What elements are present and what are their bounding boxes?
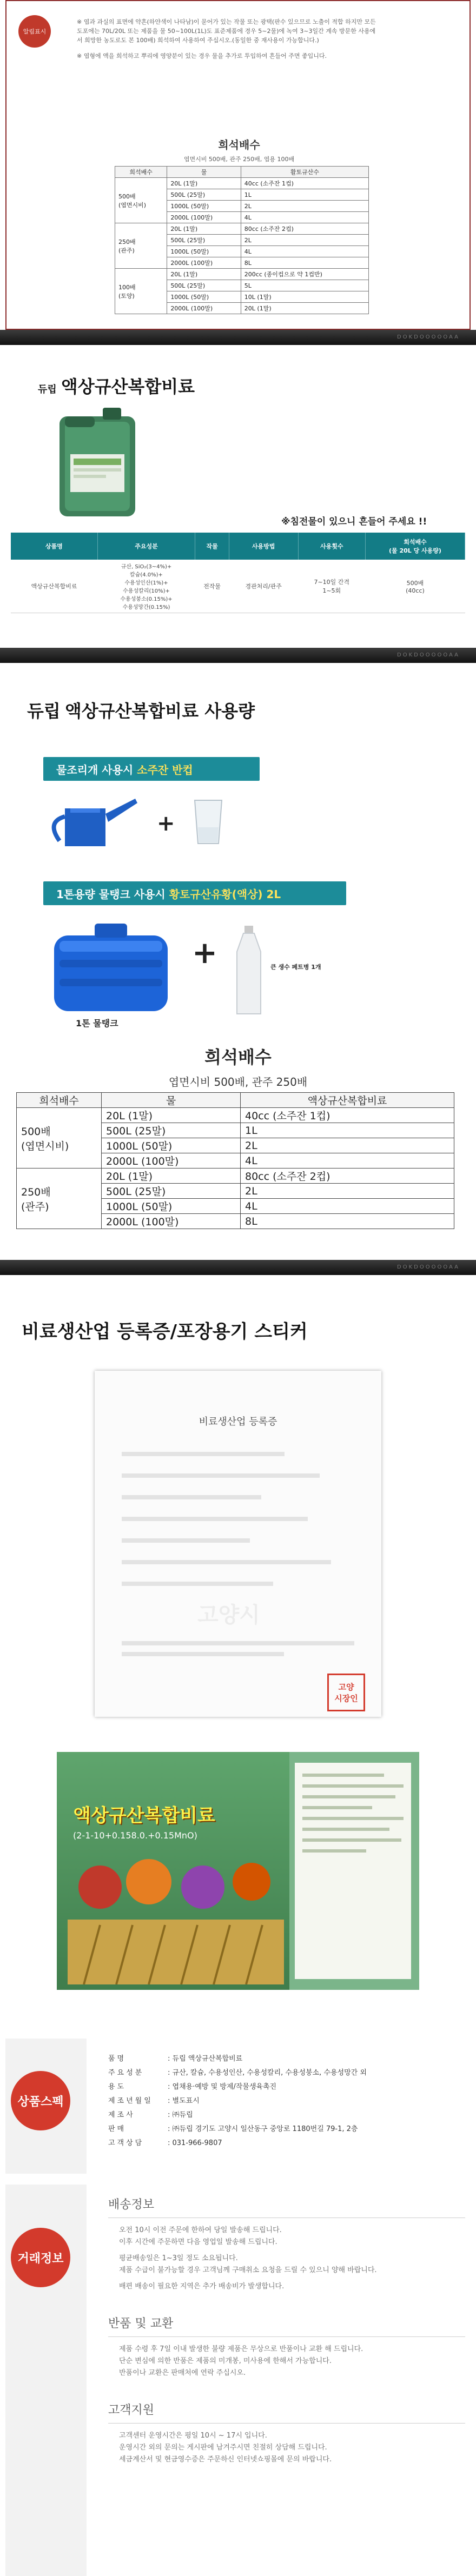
watering-can-image [43, 792, 141, 852]
sticker-label [57, 1752, 419, 1990]
group-label-line: 500배 [21, 1125, 51, 1138]
water-tank-bar [43, 881, 346, 905]
shipping-title: 배송정보 [108, 2198, 155, 2212]
water-tank-image [49, 919, 173, 1017]
table-header: 희석배수 (물 20L 당 사용량) [365, 533, 465, 560]
trade-label: 거래정보 [11, 2228, 70, 2287]
spec-key: 주요성분 [108, 2069, 144, 2077]
plus-icon: + [192, 935, 217, 971]
pet-bottle-image [233, 925, 265, 1017]
spec-value: 엽채용·예방 및 방제/작물생육촉진 [172, 2083, 277, 2091]
certificate-seal: 고양 시장인 [327, 1674, 365, 1711]
table-cell: 1L [241, 189, 368, 201]
usage-title-text: 액상규산복합비료 사용량 [64, 701, 255, 721]
table-cell: 2000L (100말) [167, 212, 241, 223]
table-cell: 2000L (100말) [167, 303, 241, 314]
table-cell: 20L (1말) [167, 269, 241, 280]
product-spec-table [11, 533, 465, 613]
spec-value: 031-966-9807 [172, 2139, 222, 2147]
notice-subtitle: 엽면시비 500배, 관주 250배, 엽용 100배 [183, 156, 295, 163]
notice-section [0, 0, 476, 346]
cs-line: 고객센터 운영시간은 평일 10시 ~ 17시 입니다. [119, 2432, 267, 2440]
table-cell: 1000L (50말) [167, 201, 241, 212]
table-header: 물 [167, 167, 241, 178]
certificate-watermark: 고양시 [197, 1603, 260, 1628]
table-cell: 20L (1말) [241, 303, 368, 314]
return-info [108, 2343, 465, 2379]
bar-accent: 소주잔 반컵 [137, 763, 193, 776]
spec-row: 주요성분 : 규산, 칼슘, 수용성인산, 수용성칼리, 수용성붕소, 수용성망간 외 [108, 2066, 367, 2080]
certificate-fields [122, 1452, 354, 1603]
group-label-line: 250배 [21, 1186, 51, 1198]
table-header: 활토규산수 [241, 167, 368, 178]
group-label: 100배 (토양) [115, 269, 167, 314]
plus-icon: + [157, 811, 175, 836]
group-label: 250배 (관주) [115, 223, 167, 269]
shipping-info [108, 2225, 465, 2293]
shipping-line: 평균배송일은 1~3일 정도 소요됩니다. [119, 2254, 238, 2262]
table-cell: 1000L (50말) [102, 1138, 241, 1153]
table-cell: 1000L (50말) [167, 291, 241, 303]
table-header: 물 [102, 1093, 241, 1108]
spec-row: 용도 : 엽채용·예방 및 방제/작물생육촉진 [108, 2080, 367, 2094]
spec-value: ㈜듀립 경기도 고양시 일산동구 중앙로 1180번길 79-1, 2층 [172, 2125, 358, 2133]
bar-accent: 황토규산유황(액상) 2L [169, 887, 281, 901]
bottle-label: 큰 생수 페트병 1개 [270, 964, 321, 971]
return-line: 반품이나 교환은 판매처에 연락 주십시오. [119, 2369, 246, 2377]
brand-prefix: 듀립 [38, 384, 57, 395]
spec-key: 제조년월일 [108, 2097, 153, 2105]
table-cell: 500배 (40cc) [365, 560, 465, 613]
registration-section [0, 1276, 476, 2039]
table-cell: 500L (25말) [167, 235, 241, 246]
table-cell: 40cc (소주잔 1컵) [241, 1108, 454, 1123]
product-section [0, 346, 476, 665]
table-cell: 4L [241, 1153, 454, 1169]
notice-title: 희석배수 [218, 138, 260, 151]
divider-bar: DOKDOOOOOAA [0, 648, 476, 663]
table-cell: 4L [241, 1199, 454, 1214]
table-cell: 7~10일 간격 1~5회 [298, 560, 365, 613]
table-cell: 40cc (소주잔 1컵) [241, 178, 368, 189]
divider-bar: DOKDOOOOOAA [0, 1260, 476, 1275]
table-cell: 500L (25말) [102, 1123, 241, 1138]
table-cell: 500L (25말) [167, 189, 241, 201]
table-cell: 20L (1말) [102, 1169, 241, 1184]
shipping-line: 이후 시간에 주문하면 다음 영업일 발송해 드립니다. [119, 2238, 277, 2246]
table-cell: 1000L (50말) [102, 1199, 241, 1214]
group-label-line: (관주) [21, 1200, 49, 1213]
spec-label: 상품스펙 [11, 2071, 70, 2130]
spec-key: 용도 [108, 2083, 127, 2091]
table-header: 사용횟수 [298, 533, 365, 560]
table-cell: 4L [241, 246, 368, 257]
table-cell: 1000L (50말) [167, 246, 241, 257]
table-cell: 규산, SiO₂(3~4%)+ 칼슘(4.0%)+ 수용성인산(1%)+ 수용성칼리(10%)+ 수용성붕소(0.15%)+ 수용성망간(0.15%) [97, 560, 195, 613]
tank-label: 1톤 물탱크 [76, 1018, 118, 1028]
spec-row: 제조사 : ㈜듀립 [108, 2108, 367, 2122]
certificate-document [95, 1371, 381, 1717]
cs-line: 세금계산서 및 현금영수증은 주문하신 인터넷쇼핑몰에 문의 바랍니다. [119, 2455, 332, 2464]
divider-bar: DOKDOOOOOAA [0, 330, 476, 345]
table-header: 상품명 [11, 533, 97, 560]
shot-glass-image [189, 795, 227, 849]
table-header: 작물 [195, 533, 229, 560]
spec-value: 별도표시 [172, 2097, 200, 2105]
dilution-table [16, 1092, 454, 1229]
shipping-line: 오전 10시 이전 주문에 한하여 당일 발송해 드립니다. [119, 2226, 282, 2234]
certificate-line [122, 1641, 354, 1645]
table-cell: 8L [241, 1214, 454, 1229]
table-cell: 80cc (소주잔 2컵) [241, 223, 368, 235]
notice-dilution-table [115, 166, 369, 314]
sticker-produce-image [68, 1849, 284, 1984]
table-header: 주요성분 [97, 533, 195, 560]
group-label [17, 1169, 102, 1229]
table-cell: 5L [241, 280, 368, 291]
notice-notes [77, 17, 380, 67]
spec-row: 품명 : 듀립 액상규산복합비료 [108, 2052, 367, 2066]
table-cell: 1L [241, 1123, 454, 1138]
table-cell: 20L (1말) [167, 178, 241, 189]
group-label: 500배 (엽면시비) [115, 178, 167, 223]
table-cell: 2000L (100말) [167, 257, 241, 269]
table-cell: 액상규산복합비료 [11, 560, 97, 613]
registration-title: 비료생산업 등록증/포장용기 스티커 [22, 1321, 308, 1343]
table-header: 희석배수 [17, 1093, 102, 1108]
cs-line: 운영시간 외의 문의는 게시판에 남겨주시면 친절히 상담해 드립니다. [119, 2444, 327, 2452]
sticker-product-name: 액상규산복합비료 [73, 1805, 215, 1827]
certificate-line [122, 1652, 284, 1656]
table-cell: 500L (25말) [102, 1184, 241, 1199]
table-cell: 200cc (종이컵으로 약 1컵반) [241, 269, 368, 280]
trade-content [108, 2195, 465, 2466]
table-cell: 2000L (100말) [102, 1153, 241, 1169]
sticker-back [295, 1763, 411, 1979]
watering-can-bar [43, 757, 260, 781]
shake-note: ※침전물이 있으니 흔들어 주세요 !! [281, 516, 427, 527]
notice-badge: 알림표시 [18, 15, 51, 48]
group-label [17, 1108, 102, 1169]
return-line: 제품 수령 후 7일 이내 발생한 불량 제품은 무상으로 반품이나 교환 해 드립니다. [119, 2345, 363, 2353]
cs-info [108, 2430, 465, 2466]
shipping-line: 배편 배송이 필요한 지역은 추가 배송비가 발생합니다. [119, 2282, 285, 2290]
usage-title [27, 698, 255, 722]
trade-section [0, 2185, 476, 2576]
spec-key: 제조사 [108, 2111, 135, 2119]
table-cell: 2000L (100말) [102, 1214, 241, 1229]
spec-key: 고객상담 [108, 2139, 144, 2147]
spec-value: 규산, 칼슘, 수용성인산, 수용성칼리, 수용성붕소, 수용성망간 외 [172, 2069, 367, 2077]
spec-key: 판매 [108, 2125, 127, 2133]
bar-text: 물조리개 사용시 [56, 763, 134, 776]
sticker-formula: (2-1-10+0.158.0.+0.15MnO) [73, 1830, 197, 1841]
product-name: 액상규산복합비료 [61, 376, 195, 397]
cs-title: 고객지원 [108, 2404, 155, 2417]
group-label-line: (엽면시비) [21, 1140, 69, 1152]
table-cell: 2L [241, 1184, 454, 1199]
table-cell: 2L [241, 235, 368, 246]
spec-row: 판매 : ㈜듀립 경기도 고양시 일산동구 중앙로 1180번길 79-1, 2층 [108, 2122, 367, 2136]
product-title [38, 373, 195, 398]
notice-paragraph: ※ 엽형에 액을 희석하고 뿌리에 영양분이 있는 경우 물을 추가로 투입하여 흔들어 주면 좋입니다. [77, 52, 327, 59]
table-header: 사용방법 [229, 533, 298, 560]
shipping-line: 제품 수급이 불가능할 경우 고객님께 구매취소 요청을 드릴 수 있으니 양해 바랍니다. [119, 2266, 377, 2274]
bar-text: 1톤용량 물탱크 사용시 [56, 887, 166, 901]
table-header: 희석배수 [115, 167, 167, 178]
brand-prefix: 듀립 [27, 701, 61, 721]
spec-value: ㈜듀립 [172, 2111, 193, 2119]
spec-key: 품명 [108, 2055, 127, 2063]
usage-section [0, 665, 476, 1276]
table-cell: 20L (1말) [102, 1108, 241, 1123]
table-cell: 8L [241, 257, 368, 269]
table-cell: 10L (1말) [241, 291, 368, 303]
product-jerrycan-image [49, 406, 141, 519]
dilution-title: 희석배수 [204, 1047, 272, 1067]
return-line: 단순 변심에 의한 반품은 제품의 미개봉, 미사용에 한해서 가능합니다. [119, 2357, 332, 2365]
table-cell: 경관처리/관주 [229, 560, 298, 613]
spec-list [108, 2052, 367, 2150]
table-cell: 80cc (소주잔 2컵) [241, 1169, 454, 1184]
table-header: 액상규산복합비료 [241, 1093, 454, 1108]
return-title: 반품 및 교환 [108, 2317, 174, 2331]
table-cell: 20L (1말) [167, 223, 241, 235]
notice-paragraph: ※ 엽과 과실의 표면에 약흔(하얀색이 나타남)이 묻어가 있는 작물 또는 광택(판수 있으므로 노출이 적합 하지만 모든 도포에는 70L/20L 또는 제품을 물 50~100L(1L)도 표준제품에 경우 5~2물)에 녹여 3~3일간 계속 방문한 사용에서 희망한 농도로도 본 100배) 희석하여 사용하여 주십시오.(동일한 중 재사용이 가능합니다.) [77, 18, 376, 44]
certificate-title: 비료생산업 등록증 [199, 1416, 277, 1428]
table-cell: 2L [241, 201, 368, 212]
table-cell: 500L (25말) [167, 280, 241, 291]
dilution-subtitle: 엽면시비 500배, 관주 250배 [168, 1075, 308, 1088]
spec-row: 고객상담 : 031-966-9807 [108, 2136, 367, 2150]
spec-row: 제조년월일 : 별도표시 [108, 2094, 367, 2108]
notice-frame [5, 0, 471, 330]
spec-value: 듀립 액상규산복합비료 [172, 2055, 243, 2063]
table-cell: 4L [241, 212, 368, 223]
table-cell: 2L [241, 1138, 454, 1153]
table-cell: 전작물 [195, 560, 229, 613]
spec-section [0, 2039, 476, 2174]
